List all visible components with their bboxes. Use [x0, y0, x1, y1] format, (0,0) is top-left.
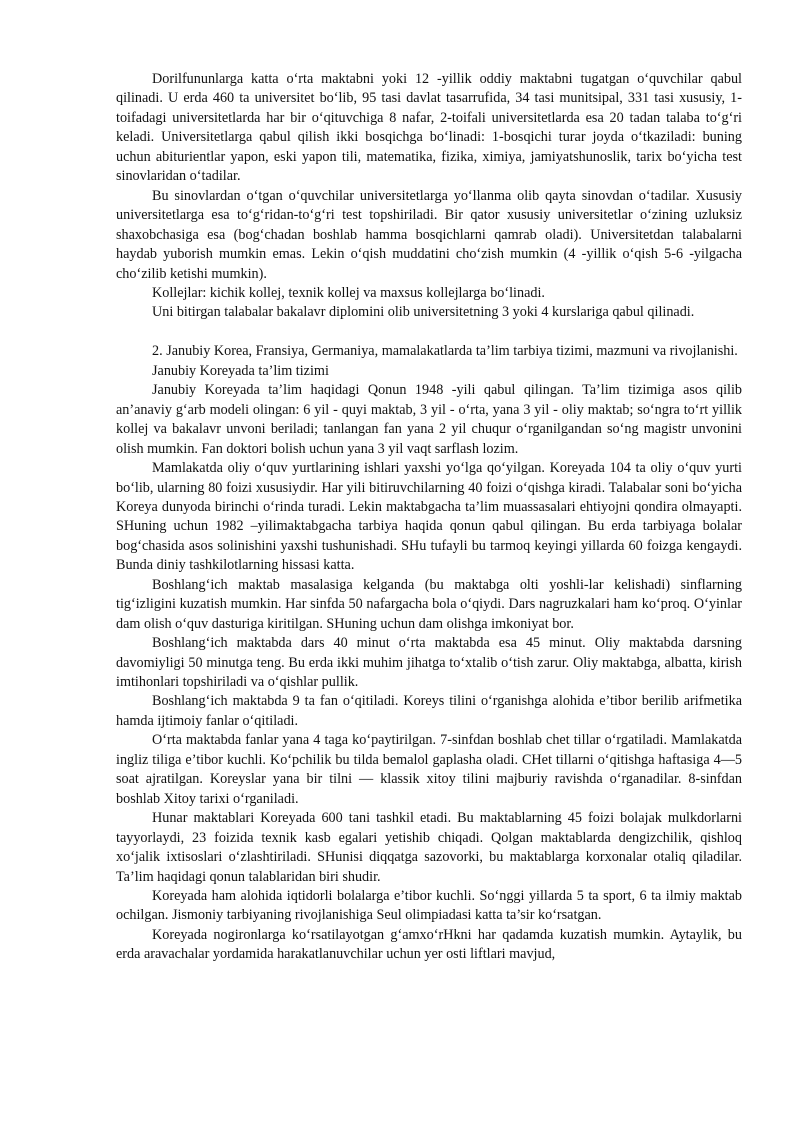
paragraph-lesson-duration: Boshlang‘ich maktabda dars 40 minut o‘rta maktabda esa 45 minut. Oliy maktabda darsning davomiyligi 50 minutga teng. Bu erda ikki muhim jihatga to‘xtalib o‘tish zarur. Oliy maktabga, albatta, kirish imtihonlari topshiriladi va o‘qishlar pullik. [116, 635, 742, 691]
paragraph-universities-admission: Dorilfununlarga katta o‘rta maktabni yoki 12 -yillik oddiy maktabni tugatgan o‘quvchilar qabul qilinadi. U erda 460 ta universitet bo‘lib, 95 tasi davlat tasarrufida, 34 tasi munitsipal, 331 tasi xususiy, 1-toifadagi universitetlarda har bir o‘qituvchiga 8 nafar, 2-toifali universitetlarda esa 20 tadan talaba to‘g‘ri keladi. Universitetlarga qabul qilish ikki bosqichga bo‘linadi: 1-bosqichi turar joyda o‘tkaziladi: buning uchun abiturientlar yapon, eski yapon tili, matematika, fizika, ximiya, jamiyatshunoslik, tarix bo‘yicha test sinovlaridan o‘tadilar. [116, 71, 742, 185]
paragraph-disabled-care: Koreyada nogironlarga ko‘rsatilayotgan g‘amxo‘rHkni har qadamda kuzatish mumkin. Aytaylik, bu erda aravachalar yordamida harakatlanuvchilar uchun yer osti liftlari mavjud, [116, 926, 742, 963]
paragraph-secondary-subjects: O‘rta maktabda fanlar yana 4 taga ko‘paytirilgan. 7-sinfdan boshlab chet tillar o‘rgatiladi. Mamlakatda ingliz tiliga e’tibor kuchli. Ko‘pchilik bu tilda bemalol gaplasha oladi. CHet tillarni o‘qitishga haftasiga 4—5 soat ajratilgan. Koreyslar yana bir tilni — klassik xitoy tilini majburiy ravishda o‘rganadilar. 8-sinfdan boshlab Xitoy tarixi o‘rganiladi. [116, 732, 742, 807]
paragraph-vocational-schools: Hunar maktablari Koreyada 600 tani tashkil etadi. Bu maktablarning 45 foizi bolajak mulkdorlarni tayyorlaydi, 23 foizida texnik kasb egalari yetishib chiqadi. Qolgan maktablarda dengizchilik, qishloq xo‘jalik ixtisoslari o‘zlashtiriladi. SHunisi diqqatga sazovorki, bu maktablarga korxonalar otaliq qiladilar. Ta’lim haqidagi qonun talablaridan biri shudir. [116, 810, 742, 885]
paragraph-primary-school: Boshlang‘ich maktab masalasiga kelganda (bu maktabga olti yoshli-lar kelishadi) sinflarning tig‘izligini kuzatish mumkin. Har sinfda 50 nafargacha bola o‘qiydi. Dars nagruzkalari ham ko‘proq. O‘yinlar dam olish o‘quv dasturiga kiritilgan. SHuning uchun dam olishga imkoniyat bor. [116, 576, 742, 632]
paragraph-entrance-tests: Bu sinovlardan o‘tgan o‘quvchilar universitetlarga yo‘llanma olib qayta sinovdan o‘tadilar. Xususiy universitetlarga esa to‘g‘ridan-to‘g‘ri test topshiriladi. Bir qator xususiy universitetlar o‘zining uzluksiz shaxobchasiga esa (bog‘chadan boshlab hamma bosqichlarni qamrab oladi). Universitetdan talabalarni haydab yuborish mumkin emas. Lekin o‘qish muddatini cho‘zish mumkin (4 -yillik o‘qish 5-6 -yilgacha cho‘zilib ketishi mumkin). [116, 187, 742, 282]
subsection-heading: Janubiy Koreyada ta’lim tizimi [152, 362, 329, 379]
paragraph-education-law: Janubiy Koreyada ta’lim haqidagi Qonun 1948 -yili qabul qilingan. Ta’lim tizimiga asos qilib an’anaviy g‘arb modeli olingan: 6 yil - quyi maktab, 3 yil - o‘rta, yana 3 yil - oliy maktab; so‘ngra to‘rt yillik kollej va bakalavr unvoni beriladi; tanlangan fan yana 2 yil chuqur o‘rganilgandan so‘ng magistr unvonini olish mumkin. Fan doktori bolish uchun yana 3 yil vaqt sarflash lozim. [116, 382, 742, 457]
paragraph-gifted-children: Koreyada ham alohida iqtidorli bolalarga e’tibor kuchli. So‘nggi yillarda 5 ta sport, 6 ta ilmiy maktab ochilgan. Jismoniy tarbiyaning rivojlanishiga Seul olimpiadasi katta ta’sir ko‘rsatgan. [116, 888, 742, 924]
paragraph-bachelor-diploma: Uni bitirgan talabalar bakalavr diplomini olib universitetning 3 yoki 4 kurslariga qabul qilinadi. [152, 304, 695, 321]
paragraph-higher-education: Mamlakatda oliy o‘quv yurtlarining ishlari yaxshi yo‘lga qo‘yilgan. Koreyada 104 ta oliy o‘quv yurti bo‘lib, ularning 80 foizi xususiydir. Har yili bitiruvchilarning 40 foizi o‘qishga kiradi. Talabalar soni bo‘yicha Koreya dunyoda birinchi o‘rinda turadi. Lekin maktabgacha ta’lim muassasalari ehtiyojni qondira olmayapti. SHuning uchun 1982 –yilimaktabgacha tarbiya haqida qonun qabul qilingan. Bu erda tarbiyaga bolalar bog‘chasida asos solinishini yaxshi tushunishadi. SHu tufayli bu tarmoq keyingi yillarda 60 foizga kengaydi. Bunda diniy tashkilotlarning hissasi katta. [116, 460, 742, 574]
paragraph-colleges: Kollejlar: kichik kollej, texnik kollej va maxsus kollejlarga bo‘linadi. [152, 284, 545, 301]
paragraph-primary-subjects: Boshlang‘ich maktabda 9 ta fan o‘qitiladi. Koreys tilini o‘rganishga alohida e’tibor berilib arifmetika hamda ijtimoiy fanlar o‘qitiladi. [116, 693, 742, 729]
section-heading: 2. Janubiy Korea, Fransiya, Germaniya, mamalakatlarda ta’lim tarbiya tizimi, mazmuni va rivojlanishi. [152, 343, 738, 360]
